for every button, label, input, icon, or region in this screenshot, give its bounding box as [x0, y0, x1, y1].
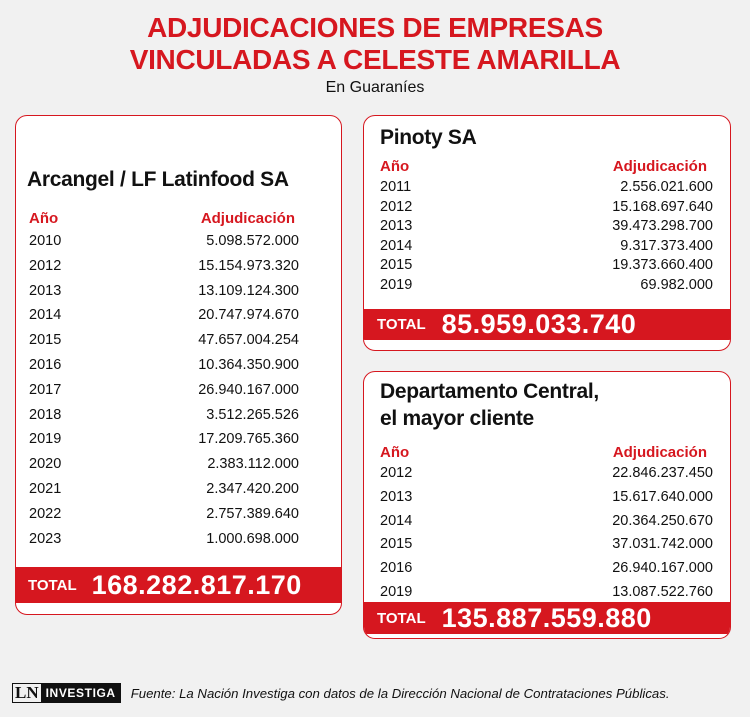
row-year: 2016	[380, 560, 413, 577]
row-year: 2019	[29, 431, 62, 448]
row-year: 2020	[29, 456, 62, 473]
table-rows	[380, 465, 713, 608]
row-year: 2010	[29, 233, 62, 249]
row-amount: 2.383.112.000	[207, 456, 299, 473]
ln-investiga-logo	[12, 683, 121, 703]
card-title	[380, 378, 599, 432]
total-label: TOTAL	[28, 576, 77, 594]
row-year: 2018	[29, 406, 62, 423]
row-amount: 2.347.420.200	[206, 480, 299, 497]
row-amount: 2.556.021.600	[620, 179, 713, 195]
total-bar	[364, 602, 730, 634]
row-amount: 15.168.697.640	[612, 198, 713, 215]
row-amount: 69.982.000	[640, 276, 713, 293]
row-year: 2012	[380, 198, 413, 215]
row-amount: 39.473.298.700	[612, 218, 713, 235]
total-bar	[364, 309, 730, 340]
table-row	[29, 382, 299, 407]
table-row	[29, 258, 299, 283]
row-year: 2022	[29, 505, 62, 522]
table-row	[380, 179, 713, 199]
table-row	[29, 531, 299, 556]
column-header-year: Año	[29, 210, 59, 227]
table-row	[380, 489, 713, 513]
card-departamento-central	[363, 371, 731, 639]
row-year: 2017	[29, 381, 62, 398]
column-header-year: Año	[380, 444, 410, 461]
logo-ln: LN	[12, 683, 41, 703]
row-year: 2016	[29, 356, 62, 373]
row-year: 2015	[380, 536, 413, 553]
total-amount: 85.959.033.740	[441, 309, 637, 339]
row-amount: 20.364.250.670	[612, 512, 713, 529]
row-year: 2021	[29, 480, 62, 497]
row-amount: 20.747.974.670	[198, 307, 299, 324]
table-row	[29, 307, 299, 332]
table-row	[380, 257, 713, 277]
row-amount: 17.209.765.360	[198, 431, 299, 448]
table-row	[29, 407, 299, 432]
row-year: 2015	[380, 257, 413, 274]
total-label: TOTAL	[377, 609, 426, 627]
card-pinoty	[363, 115, 731, 351]
table-row	[29, 481, 299, 506]
table-row	[29, 506, 299, 531]
card-title: Arcangel / LF Latinfood SA	[27, 168, 289, 191]
table-row	[29, 357, 299, 382]
total-bar	[16, 567, 341, 603]
row-amount: 47.657.004.254	[198, 332, 299, 349]
row-year: 2014	[380, 237, 413, 254]
page-subtitle: En Guaraníes	[325, 79, 425, 96]
row-amount: 9.317.373.400	[620, 237, 713, 254]
row-year: 2023	[29, 530, 62, 547]
column-header-amount: Adjudicación	[612, 158, 707, 175]
row-amount: 1.000.698.000	[206, 530, 299, 547]
row-year: 2019	[380, 276, 413, 293]
row-year: 2019	[380, 583, 413, 600]
row-year: 2014	[380, 512, 413, 529]
row-year: 2011	[380, 179, 412, 195]
table-row	[380, 199, 713, 219]
row-amount: 13.087.522.760	[612, 583, 713, 600]
table-row	[29, 332, 299, 357]
table-row	[29, 431, 299, 456]
table-row	[29, 283, 299, 308]
footer	[12, 682, 742, 704]
total-amount: 135.887.559.880	[441, 602, 652, 633]
card-title: Pinoty SA	[380, 126, 477, 149]
table-row	[380, 560, 713, 584]
table-row	[380, 277, 713, 297]
row-year: 2012	[29, 257, 62, 274]
total-label: TOTAL	[377, 316, 426, 333]
row-amount: 19.373.660.400	[612, 257, 713, 274]
row-amount: 26.940.167.000	[612, 560, 713, 577]
row-amount: 26.940.167.000	[198, 381, 299, 398]
table-row	[380, 513, 713, 537]
table-row	[29, 233, 299, 258]
table-rows	[29, 233, 299, 555]
row-year: 2013	[380, 488, 413, 505]
card-title-line-2: el mayor cliente	[380, 407, 534, 430]
row-amount: 13.109.124.300	[198, 282, 299, 299]
title-line-2: VINCULADAS A CELESTE AMARILLA	[129, 44, 621, 75]
row-amount: 15.617.640.000	[612, 488, 713, 505]
column-header-amount: Adjudicación	[200, 210, 295, 227]
card-arcangel	[15, 115, 342, 615]
row-year: 2015	[29, 332, 62, 349]
table-row	[380, 218, 713, 238]
row-year: 2014	[29, 307, 62, 324]
page-title	[0, 12, 750, 76]
row-amount: 2.757.389.640	[206, 505, 299, 522]
row-amount: 10.364.350.900	[198, 356, 299, 373]
logo-investiga: INVESTIGA	[41, 683, 121, 703]
table-rows	[380, 179, 713, 297]
total-amount: 168.282.817.170	[91, 569, 302, 600]
row-year: 2013	[380, 218, 413, 235]
title-line-1: ADJUDICACIONES DE EMPRESAS	[147, 12, 603, 43]
table-row	[29, 456, 299, 481]
row-year: 2013	[29, 282, 62, 299]
row-amount: 3.512.265.526	[206, 406, 299, 423]
row-year: 2012	[380, 465, 413, 481]
table-row	[380, 238, 713, 258]
row-amount: 5.098.572.000	[206, 233, 299, 249]
table-row	[380, 536, 713, 560]
row-amount: 37.031.742.000	[612, 536, 713, 553]
table-row	[380, 465, 713, 489]
row-amount: 15.154.973.320	[198, 257, 299, 274]
column-header-amount: Adjudicación	[612, 444, 707, 461]
row-amount: 22.846.237.450	[612, 465, 713, 481]
card-title-line-1: Departamento Central,	[380, 380, 599, 403]
source-note: Fuente: La Nación Investiga con datos de la Dirección Nacional de Contrataciones Públicas.	[130, 685, 670, 701]
column-header-year: Año	[380, 158, 410, 175]
